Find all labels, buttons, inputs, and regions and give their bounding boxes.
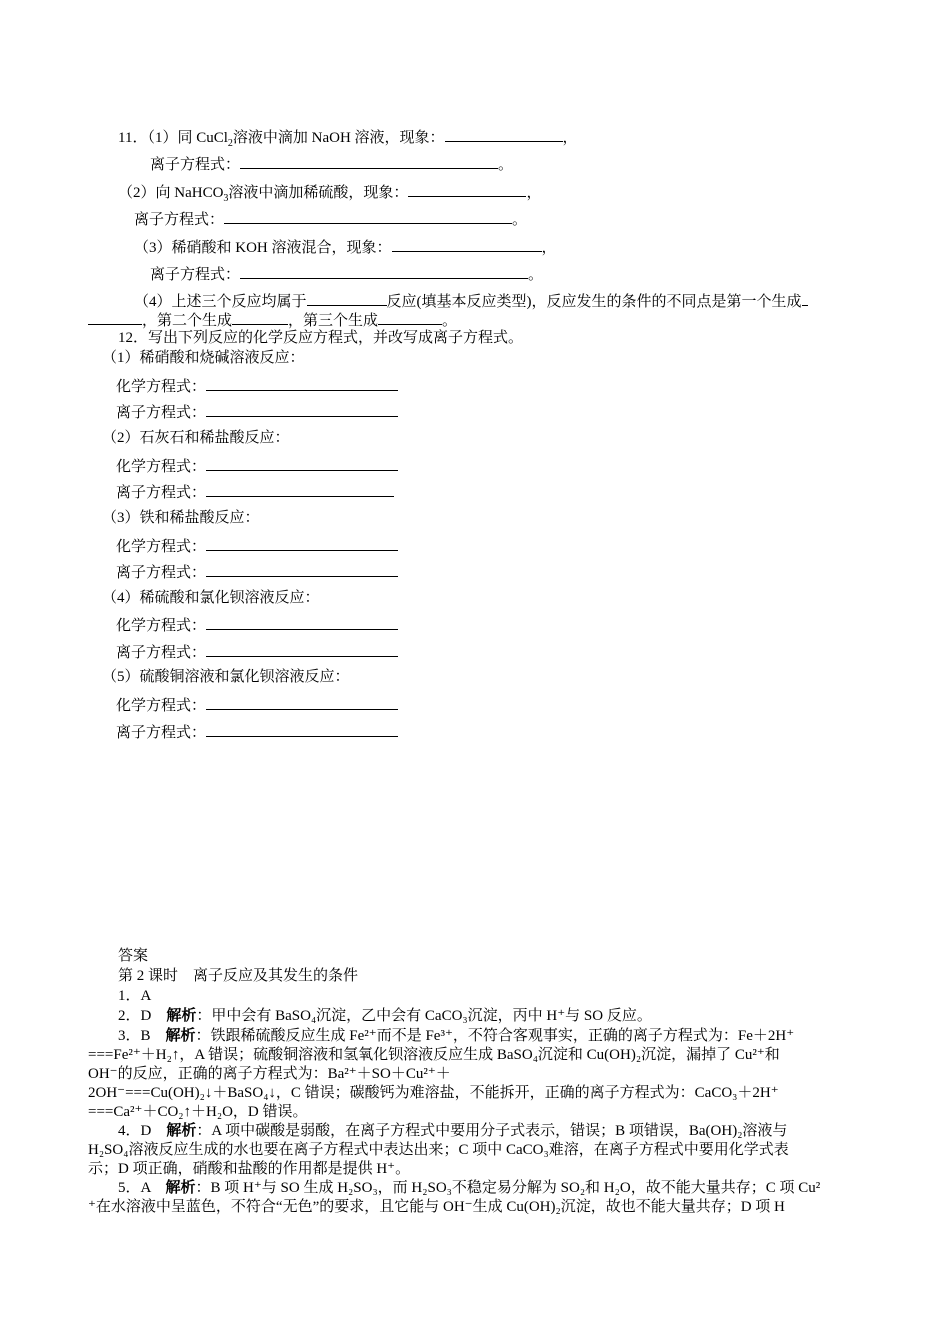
q12-item-2: （2）石灰石和稀盐酸反应：	[102, 430, 290, 446]
q12-chem-3: 化学方程式：	[116, 535, 398, 557]
q12-chem-blank-2[interactable]	[206, 455, 398, 471]
q12-ion-blank-4[interactable]	[206, 641, 398, 657]
answers-lesson-title: 第 2 课时 离子反应及其发生的条件	[118, 968, 359, 984]
q12-chem-1: 化学方程式：	[116, 375, 398, 397]
q12-ion-4: 离子方程式：	[116, 641, 398, 663]
q12-ion-5: 离子方程式：	[116, 721, 398, 743]
q12-chem-blank-3[interactable]	[206, 535, 398, 551]
q12-ion-2: 离子方程式：	[116, 481, 394, 503]
q11-ion-blank-3[interactable]	[240, 263, 528, 279]
q12-ion-blank-1[interactable]	[206, 401, 398, 417]
answer-3-line1: 3．B 解析：铁跟稀硫酸反应生成 Fe²⁺而不是 Fe³⁺，不符合客观事实，正确的离子方程式为：Fe＋2H⁺	[118, 1028, 795, 1044]
answers-heading: 答案	[118, 948, 149, 964]
answer-4-line3: 示；D 项正确，硝酸和盐酸的作用都是提供 H⁺。	[88, 1161, 411, 1177]
q12-title: 12．写出下列反应的化学反应方程式，并改写成离子方程式。	[118, 330, 524, 346]
q12-chem-5: 化学方程式：	[116, 694, 398, 716]
answer-4-line1: 4．D 解析：A 项中碳酸是弱酸，在离子方程式中要用分子式表示，错误；B 项错误，Ba(OH)₂溶液与	[118, 1123, 788, 1139]
q12-chem-blank-1[interactable]	[206, 375, 398, 391]
q12-chem-blank-5[interactable]	[206, 694, 398, 710]
answer-3-line4: 2OH⁻===Cu(OH)₂↓＋BaSO₄↓，C 错误；碳酸钙为难溶盐，不能拆开，正确的离子方程式为：CaCO₃＋2H⁺	[88, 1085, 779, 1101]
q12-chem-4: 化学方程式：	[116, 614, 398, 636]
q12-item-4: （4）稀硫酸和氯化钡溶液反应：	[102, 590, 320, 606]
answer-3-line5: ===Ca²⁺＋CO₂↑＋H₂O，D 错误。	[88, 1104, 308, 1120]
q11-part1-ion: 离子方程式： 。	[150, 153, 513, 175]
q11-part3-ion: 离子方程式： 。	[150, 263, 543, 285]
q11-part1: 11．（1）同 CuCl$_2$溶液中滴加 NaOH 溶液，现象： ，	[118, 126, 578, 148]
q11-ion-blank-2[interactable]	[224, 208, 512, 224]
answer-4-line2: H₂SO₄溶液反应生成的水也要在离子方程式中表达出来；C 项中 CaCO₃难溶，在离子方程式中要用化学式表	[88, 1142, 789, 1158]
q11-first-product-blank[interactable]	[88, 309, 142, 325]
q12-ion-blank-3[interactable]	[206, 561, 398, 577]
q11-part4-line2: ，第二个生成 ，第三个生成 。	[88, 309, 457, 331]
q12-item-3: （3）铁和稀盐酸反应：	[102, 510, 260, 526]
q11-part2: （2）向 NaHCO$_3$溶液中滴加稀硫酸，现象： ，	[118, 181, 541, 203]
q12-ion-blank-5[interactable]	[206, 721, 398, 737]
answer-3-line2: ===Fe²⁺＋H₂↑，A 错误；硫酸铜溶液和氢氧化钡溶液反应生成 BaSO₄沉淀和 Cu(OH)₂沉淀，漏掉了 Cu²⁺和	[88, 1047, 780, 1063]
q12-ion-1: 离子方程式：	[116, 401, 398, 423]
q11-ion-blank-1[interactable]	[240, 153, 498, 169]
q12-item-5: （5）硫酸铜溶液和氯化钡溶液反应：	[102, 669, 350, 685]
q12-chem-blank-4[interactable]	[206, 614, 398, 630]
answer-5-line2: ⁺在水溶液中呈蓝色，不符合“无色”的要求，且它能与 OH⁻生成 Cu(OH)₂沉淀，故也不能大量共存；D 项 H	[88, 1199, 785, 1215]
q11-second-product-blank[interactable]	[232, 309, 288, 325]
q11-phenomenon-blank-1[interactable]	[445, 126, 563, 142]
q12-item-1: （1）稀硝酸和烧碱溶液反应：	[102, 350, 305, 366]
q12-chem-2: 化学方程式：	[116, 455, 398, 477]
q11-part2-ion: 离子方程式： 。	[134, 208, 527, 230]
q12-ion-3: 离子方程式：	[116, 561, 398, 583]
q11-part4-line1: （4）上述三个反应均属于 反应(填基本反应类型)，反应发生的条件的不同点是第一个生成	[134, 290, 808, 312]
q11-third-product-blank[interactable]	[378, 309, 442, 325]
q11-part3: （3）稀硝酸和 KOH 溶液混合，现象： ，	[134, 236, 557, 258]
answer-1: 1．A	[118, 988, 152, 1004]
q11-phenomenon-blank-2[interactable]	[408, 181, 526, 197]
answer-5-line1: 5．A 解析：B 项 H⁺与 SO 生成 H₂SO₃，而 H₂SO₃不稳定易分解为 SO₂和 H₂O，故不能大量共存；C 项 Cu²	[118, 1180, 821, 1196]
answer-3-line3: OH⁻的反应，正确的离子方程式为：Ba²⁺＋SO＋Cu²⁺＋	[88, 1066, 451, 1082]
q11-reaction-type-blank[interactable]	[307, 290, 387, 306]
answer-2: 2．D 解析：甲中会有 BaSO₄沉淀，乙中会有 CaCO₃沉淀，丙中 H⁺与 SO 反应。	[118, 1008, 652, 1024]
q12-ion-blank-2[interactable]	[206, 481, 394, 497]
q11-phenomenon-blank-3[interactable]	[392, 236, 542, 252]
